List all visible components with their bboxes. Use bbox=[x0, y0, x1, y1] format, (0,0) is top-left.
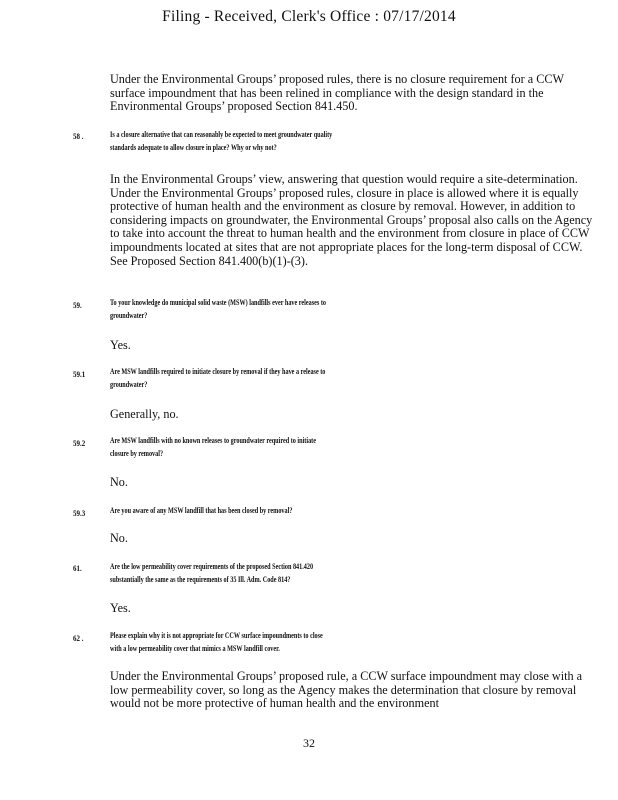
question-62-text bbox=[110, 629, 384, 654]
question-line: substantially the same as the requirements of 35 Ill. Adm. Code 814? bbox=[110, 573, 291, 584]
question-number-59: 59. bbox=[73, 300, 82, 310]
question-number-61: 61. bbox=[73, 563, 82, 573]
question-number-62: 62 . bbox=[73, 633, 84, 643]
question-number-59-2: 59.2 bbox=[73, 438, 86, 448]
intro-paragraph: Under the Environmental Groups’ proposed rules, there is no closure requirement for a CCW surface impoundment that has been relined in compliance with the design standard in the Environmental Groups’ proposed Section 841.450. bbox=[110, 72, 564, 114]
answer-59-2: No. bbox=[110, 475, 128, 489]
question-line: groundwater? bbox=[110, 309, 148, 320]
answer-61: Yes. bbox=[110, 601, 131, 615]
question-line: closure by removal? bbox=[110, 447, 164, 458]
question-59-1-text bbox=[110, 365, 384, 390]
question-59-3-text bbox=[110, 504, 384, 517]
question-line: with a low permeability cover that mimics a MSW landfill cover. bbox=[110, 642, 280, 653]
question-line: To your knowledge do municipal solid waste (MSW) landfills ever have releases to bbox=[110, 297, 326, 307]
answer-59: Yes. bbox=[110, 338, 131, 352]
answer-59-1: Generally, no. bbox=[110, 407, 179, 421]
answer-59-3: No. bbox=[110, 531, 128, 545]
answer-62: Under the Environmental Groups’ proposed rule, a CCW surface impoundment may close with a low permeability cover, so long as the Agency makes the determination that closure by removal would not be more protective of human health and the environment bbox=[110, 669, 583, 711]
question-line: Are you aware of any MSW landfill that has been closed by removal? bbox=[110, 505, 293, 515]
question-line: groundwater? bbox=[110, 378, 148, 389]
question-line: Please explain why it is not appropriate for CCW surface impoundments to close bbox=[110, 630, 323, 640]
filing-header: Filing - Received, Clerk's Office : 07/17/2014 bbox=[162, 8, 456, 25]
question-61-text bbox=[110, 560, 384, 585]
question-59-text bbox=[110, 296, 384, 321]
question-line: Are MSW landfills required to initiate closure by removal if they have a release to bbox=[110, 366, 326, 376]
question-line: Is a closure alternative that can reasonably be expected to meet groundwater quality bbox=[110, 129, 333, 139]
page-number: 32 bbox=[303, 736, 315, 750]
question-line: Are the low permeability cover requirements of the proposed Section 841.420 bbox=[110, 561, 314, 571]
question-number-59-3: 59.3 bbox=[73, 508, 86, 518]
question-number-59-1: 59.1 bbox=[73, 369, 86, 379]
question-59-2-text bbox=[110, 434, 384, 459]
answer-58: In the Environmental Groups’ view, answering that question would require a site-determination. Under the Environmental Groups’ proposed rules, closure in place is allowed where it is equally protective of human health and the environment as closure by removal. However, in addition to considering impacts on groundwater, the Environmental Groups’ proposal also calls on the Agency to take into account the threat to human health and the environment from closure in place of CCW impoundments located at sites that are not appropriate places for the long-term disposal of CCW. See Proposed Section 841.400(b)(1)-(3). bbox=[110, 172, 593, 268]
question-line: standards adequate to allow closure in place? Why or why not? bbox=[110, 141, 277, 152]
question-number-58: 58 . bbox=[73, 131, 84, 141]
question-line: Are MSW landfills with no known releases to groundwater required to initiate bbox=[110, 435, 316, 445]
question-58-text bbox=[110, 128, 384, 153]
